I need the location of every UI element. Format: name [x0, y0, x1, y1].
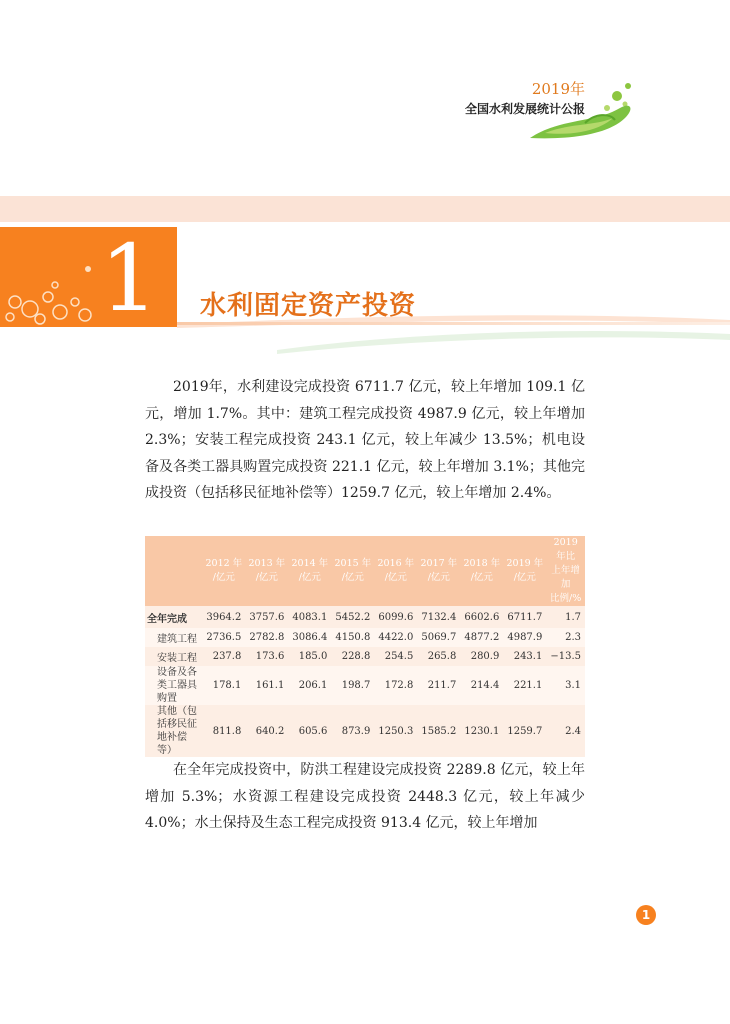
table-row [145, 647, 585, 666]
header-cell: 2019 年 /亿元 [503, 536, 546, 606]
table-cell: 3964.2 [202, 606, 245, 628]
table-cell: 4877.2 [460, 628, 503, 647]
table-cell: 198.7 [331, 666, 374, 705]
header-cell: 2015 年 /亿元 [331, 536, 374, 606]
row-label: 其他（包括移民征地补偿等） [145, 705, 202, 757]
row-label: 设备及各类工器具购置 [145, 666, 202, 705]
table-row [145, 666, 585, 705]
header-subtitle: 全国水利发展统计公报 [464, 102, 585, 116]
table-cell: 2782.8 [245, 628, 288, 647]
table-cell: 5069.7 [417, 628, 460, 647]
investment-breakdown-paragraph [145, 757, 585, 837]
title-rule [177, 322, 730, 325]
table-cell: 173.6 [245, 647, 288, 666]
table-cell: 211.7 [417, 666, 460, 705]
table-cell: 2.3 [546, 628, 585, 647]
chapter-number-box [0, 227, 177, 327]
table-cell: 254.5 [374, 647, 417, 666]
header-cell: 2014 年 /亿元 [288, 536, 331, 606]
table-cell: 7132.4 [417, 606, 460, 628]
paragraph-text: 在全年完成投资中，防洪工程建设完成投资 2289.8 亿元，较上年增加 5.3%；水资源工程建设完成投资 2448.3 亿元，较上年减少 4.0%；水土保持及生态工程完成投资 913.4 亿元，较上年增加 [145, 762, 585, 831]
table-cell: 237.8 [202, 647, 245, 666]
table-cell: 185.0 [288, 647, 331, 666]
table-cell: 811.8 [202, 705, 245, 757]
table-cell: 172.8 [374, 666, 417, 705]
table-cell: 3086.4 [288, 628, 331, 647]
table-cell: 1230.1 [460, 705, 503, 757]
table-cell: 161.1 [245, 666, 288, 705]
table-cell: 2736.5 [202, 628, 245, 647]
table-cell: 6602.6 [460, 606, 503, 628]
table-cell: 6099.6 [374, 606, 417, 628]
header-cell: 2013 年 /亿元 [245, 536, 288, 606]
chapter-title: 水利固定资产投资 [200, 291, 417, 321]
table-cell: 214.4 [460, 666, 503, 705]
table-cell: 640.2 [245, 705, 288, 757]
row-label: 安装工程 [145, 647, 202, 666]
table-cell: 178.1 [202, 666, 245, 705]
table-cell: 243.1 [503, 647, 546, 666]
intro-paragraph [145, 374, 585, 507]
table-cell: 3.1 [546, 666, 585, 705]
table-row [145, 705, 585, 757]
row-label: 建筑工程 [145, 628, 202, 647]
table-cell: 605.6 [288, 705, 331, 757]
header-year: 2019年 [531, 80, 585, 98]
table-cell: 873.9 [331, 705, 374, 757]
table-cell: 265.8 [417, 647, 460, 666]
table-cell: 1250.3 [374, 705, 417, 757]
table-cell: 1585.2 [417, 705, 460, 757]
table-cell: 2.4 [546, 705, 585, 757]
table-row [145, 606, 585, 628]
table-cell: 5452.2 [331, 606, 374, 628]
chapter-number: 1 [100, 227, 159, 327]
table-cell: 206.1 [288, 666, 331, 705]
table-cell: 221.1 [503, 666, 546, 705]
table-cell: 3757.6 [245, 606, 288, 628]
table-cell: 280.9 [460, 647, 503, 666]
page-number: 1 [636, 905, 656, 925]
bubble-decoration-icon [0, 257, 95, 327]
header-cell: 2012 年 /亿元 [202, 536, 245, 606]
table-cell: 4150.8 [331, 628, 374, 647]
table-cell: 228.8 [331, 647, 374, 666]
table-row [145, 628, 585, 647]
table-cell: 1259.7 [503, 705, 546, 757]
paragraph-text: 2019年，水利建设完成投资 6711.7 亿元，较上年增加 109.1 亿元，增加 1.7%。其中：建筑工程完成投资 4987.9 亿元，较上年增加 2.3%；安装工程完成投资 243.1 亿元，较上年减少 13.5%；机电设备及各类工器具购置完成投资 221.1 亿元，较上年增加 3.1%；其他完成投资（包括移民征地补偿等）1259.7 亿元，较上年增加 2.4%。 [145, 379, 585, 501]
header-band [0, 196, 730, 222]
table-cell: 4987.9 [503, 628, 546, 647]
leaf-logo-icon [525, 78, 640, 148]
table-cell: 1.7 [546, 606, 585, 628]
header-cell: 2017 年 /亿元 [417, 536, 460, 606]
investment-table [145, 536, 585, 757]
table-header-row [145, 536, 585, 606]
header-cell: 2018 年 /亿元 [460, 536, 503, 606]
table-cell: 6711.7 [503, 606, 546, 628]
header-cell: 2019 年比 上年增加 比例/% [546, 536, 585, 606]
table-cell: 4083.1 [288, 606, 331, 628]
table-cell: −13.5 [546, 647, 585, 666]
header-cell-blank [145, 536, 202, 606]
row-label: 全年完成 [145, 606, 202, 628]
table-cell: 4422.0 [374, 628, 417, 647]
header-cell: 2016 年 /亿元 [374, 536, 417, 606]
